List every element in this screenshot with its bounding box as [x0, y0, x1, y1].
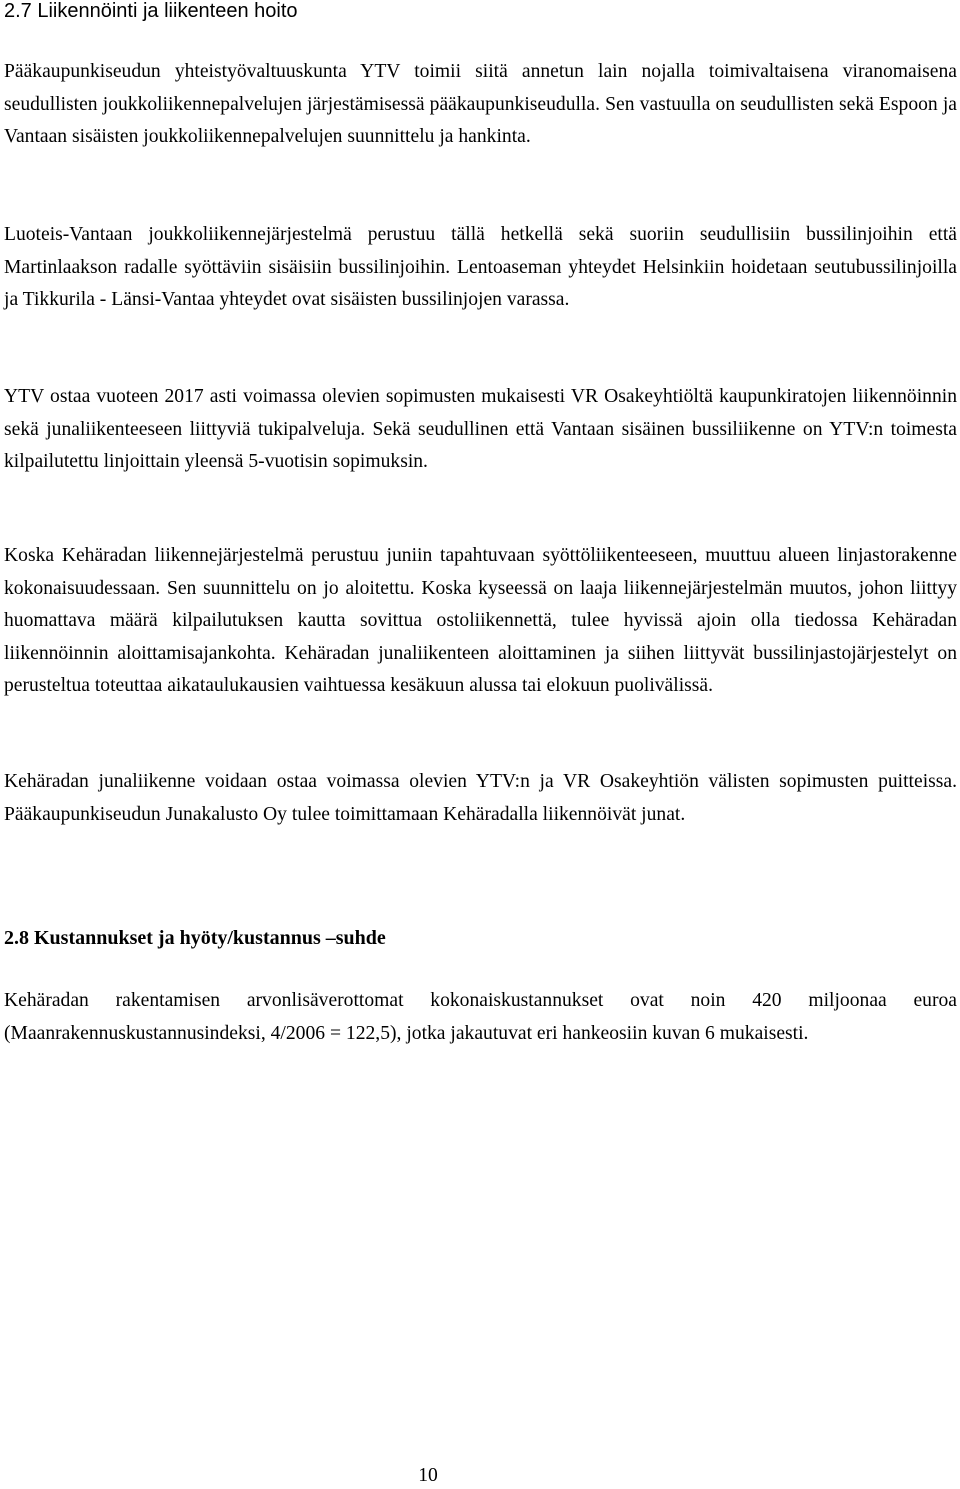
paragraph-ytv-authority: Pääkaupunkiseudun yhteistyövaltuuskunta YTV toimii siitä annetun lain nojalla toimivaltaisena viranomaisena seudullisten joukkoliikennepalvelujen järjestämisessä pääkaupunkiseudulla. Sen vastuulla on seudullisten sekä Espoon ja Vantaan sisäisten joukkoliikennepalvelujen suunnittelu ja hankinta. — [4, 61, 957, 148]
paragraph-keharata-system: Koska Kehäradan liikennejärjestelmä perustuu juniin tapahtuvaan syöttöliikenteeseen, muuttuu alueen linjastorakenne kokonaisuudessaan. Sen suunnittelu on jo aloitettu. Koska kyseessä on laaja liikennejärjestelmän muutos, johon liittyy huomattava määrä kilpailutuksen kautta sovittua ostoliikennettä, tulee hyvissä ajoin olla tiedossa Kehäradan liikennöinnin aloittamisajankohta. Kehäradan junaliikenteen aloittaminen ja siihen liittyvät bussilinjastojärjestelyt on perusteltua toteuttaa aikataulukausien vaihtuessa kesäkuun alussa tai elokuun puolivälissä. — [4, 545, 957, 697]
paragraph-ytv-purchases: YTV ostaa vuoteen 2017 asti voimassa olevien sopimusten mukaisesti VR Osakeyhtiöltä kaupunkiratojen liikennöinnin sekä junaliikenteeseen liittyviä tukipalveluja. Sekä seudullinen että Vantaan sisäinen bussiliikenne on YTV:n toimesta kilpailutettu linjoittain yleensä 5-vuotisin sopimuksin. — [4, 386, 957, 473]
page-number: 10 — [418, 1465, 438, 1486]
paragraph-keharata-train-service: Kehäradan junaliikenne voidaan ostaa voimassa olevien YTV:n ja VR Osakeyhtiön välisten sopimusten puitteissa. Pääkaupunkiseudun Junakalusto Oy tulee toimittamaan Kehäradalla liikennöivät junat. — [4, 771, 957, 825]
paragraph-luoteis-vantaa: Luoteis-Vantaan joukkoliikennejärjestelmä perustuu tällä hetkellä sekä suoriin seudullisiin bussilinjoihin että Martinlaakson radalle syöttäviin sisäisiin bussilinjoihin. Lentoaseman yhteydet Helsinkiin hoidetaan seutubussilinjoilla ja Tikkurila - Länsi-Vantaa yhteydet ovat sisäisten bussilinjojen varassa. — [4, 224, 957, 311]
section-2-7-heading: 2.7 Liikennöinti ja liikenteen hoito — [4, 0, 298, 22]
paragraph-costs: Kehäradan rakentamisen arvonlisäverottomat kokonaiskustannukset ovat noin 420 miljoonaa euroa (Maanrakennuskustannusindeksi, 4/2006 = 122,5), jotka jakautuvat eri hankeosiin kuvan 6 mukaisesti. — [4, 990, 957, 1044]
section-2-8-heading: 2.8 Kustannukset ja hyöty/kustannus –suhde — [4, 927, 386, 949]
